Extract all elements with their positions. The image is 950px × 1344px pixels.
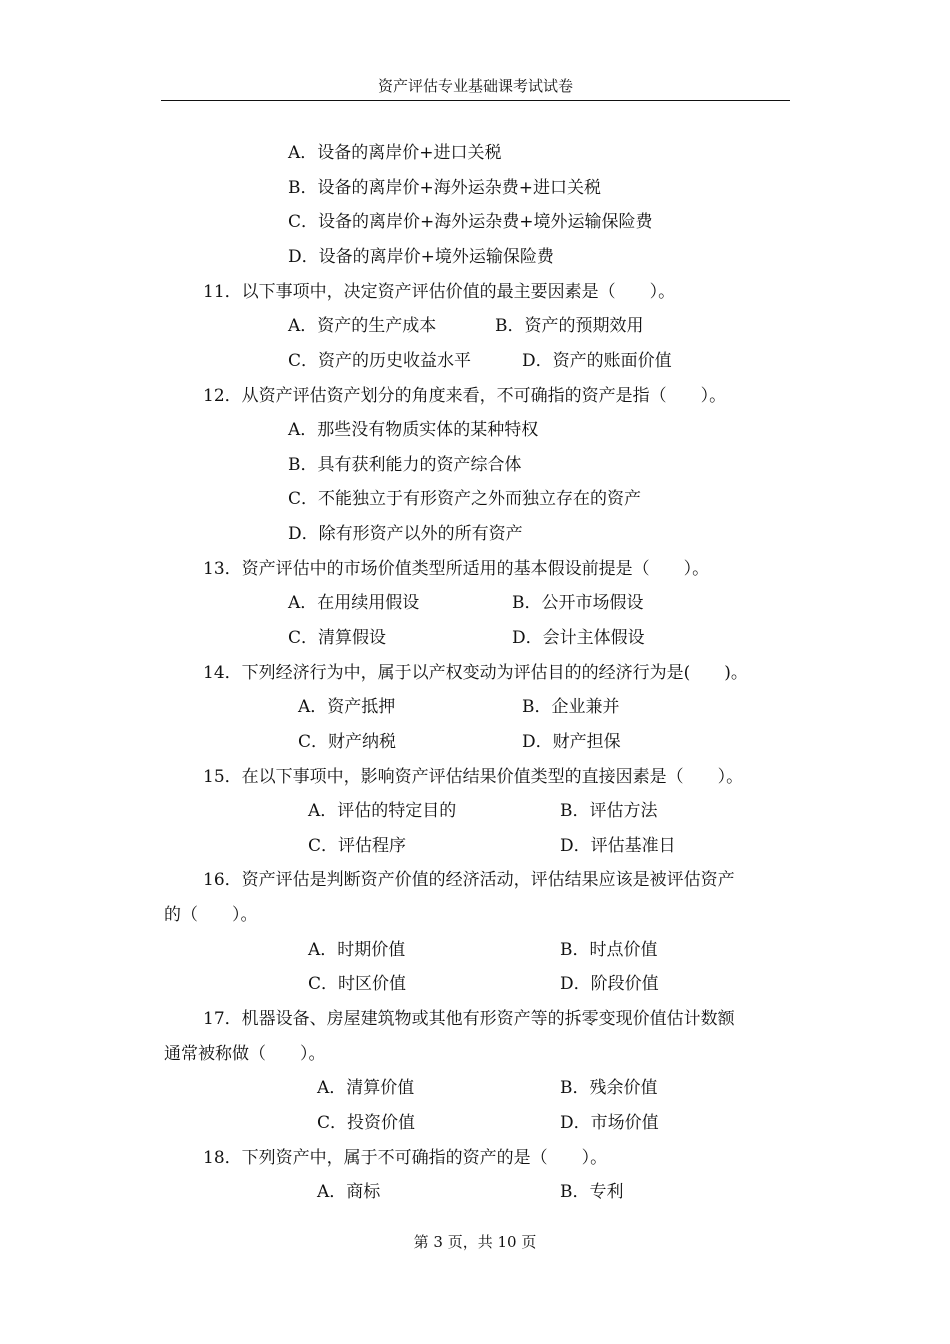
q17-option-d: D．市场价值: [560, 1113, 659, 1133]
q16-stem-line2: 的（ ）。: [164, 905, 258, 925]
q17-stem-line2: 通常被称做（ ）。: [164, 1044, 326, 1064]
q16-option-b: B．时点价值: [560, 940, 658, 960]
q14-option-c: C．财产纳税: [298, 732, 397, 752]
page-number: 第 3 页，共 10 页: [413, 1233, 537, 1251]
q12-option-d: D．除有形资产以外的所有资产: [288, 524, 523, 544]
q13-option-c: C．清算假设: [288, 628, 387, 648]
q10-option-c: C．设备的离岸价+海外运杂费+境外运输保险费: [288, 212, 653, 232]
q13-stem: 13．资产评估中的市场价值类型所适用的基本假设前提是（ ）。: [203, 559, 710, 579]
q12-option-a: A．那些没有物质实体的某种特权: [288, 420, 539, 440]
q17-option-a: A．清算价值: [317, 1078, 415, 1098]
q15-stem: 15．在以下事项中，影响资产评估结果价值类型的直接因素是（ ）。: [203, 767, 744, 787]
q11-stem: 11．以下事项中，决定资产评估价值的最主要因素是（ ）。: [203, 282, 676, 302]
q13-option-b: B．公开市场假设: [512, 593, 644, 613]
q12-option-b: B．具有获利能力的资产综合体: [288, 455, 522, 475]
q11-option-d: D．资产的账面价值: [522, 351, 672, 371]
q10-option-d: D．设备的离岸价+境外运输保险费: [288, 247, 554, 267]
header-rule: [161, 100, 790, 101]
q18-option-a: A．商标: [317, 1182, 381, 1202]
q16-stem-line1: 16．资产评估是判断资产价值的经济活动，评估结果应该是被评估资产: [203, 870, 735, 890]
q13-option-d: D．会计主体假设: [512, 628, 645, 648]
q10-option-a: A．设备的离岸价+进口关税: [288, 143, 502, 163]
q15-option-d: D．评估基准日: [560, 836, 676, 856]
q18-option-b: B．专利: [560, 1182, 624, 1202]
q16-option-d: D．阶段价值: [560, 974, 659, 994]
q17-option-c: C．投资价值: [317, 1113, 416, 1133]
q14-option-a: A．资产抵押: [298, 697, 396, 717]
q14-stem: 14．下列经济行为中，属于以产权变动为评估目的的经济行为是( )。: [203, 663, 748, 683]
q12-stem: 12．从资产评估资产划分的角度来看，不可确指的资产是指（ ）。: [203, 386, 727, 406]
q14-option-d: D．财产担保: [522, 732, 621, 752]
q12-option-c: C．不能独立于有形资产之外而独立存在的资产: [288, 489, 642, 509]
q18-stem: 18．下列资产中，属于不可确指的资产的是（ ）。: [203, 1148, 608, 1168]
q15-option-b: B．评估方法: [560, 801, 658, 821]
q10-option-b: B．设备的离岸价+海外运杂费+进口关税: [288, 178, 601, 198]
page-header-title: 资产评估专业基础课考试试卷: [377, 77, 573, 95]
q15-option-c: C．评估程序: [308, 836, 407, 856]
q16-option-c: C．时区价值: [308, 974, 407, 994]
q11-option-a: A．资产的生产成本: [288, 316, 437, 336]
q17-stem-line1: 17．机器设备、房屋建筑物或其他有形资产等的拆零变现价值估计数额: [203, 1009, 735, 1029]
q11-option-b: B．资产的预期效用: [495, 316, 644, 336]
q13-option-a: A．在用续用假设: [288, 593, 420, 613]
q16-option-a: A．时期价值: [308, 940, 406, 960]
q17-option-b: B．残余价值: [560, 1078, 658, 1098]
q14-option-b: B．企业兼并: [522, 697, 620, 717]
q11-option-c: C．资产的历史收益水平: [288, 351, 472, 371]
q15-option-a: A．评估的特定目的: [308, 801, 457, 821]
